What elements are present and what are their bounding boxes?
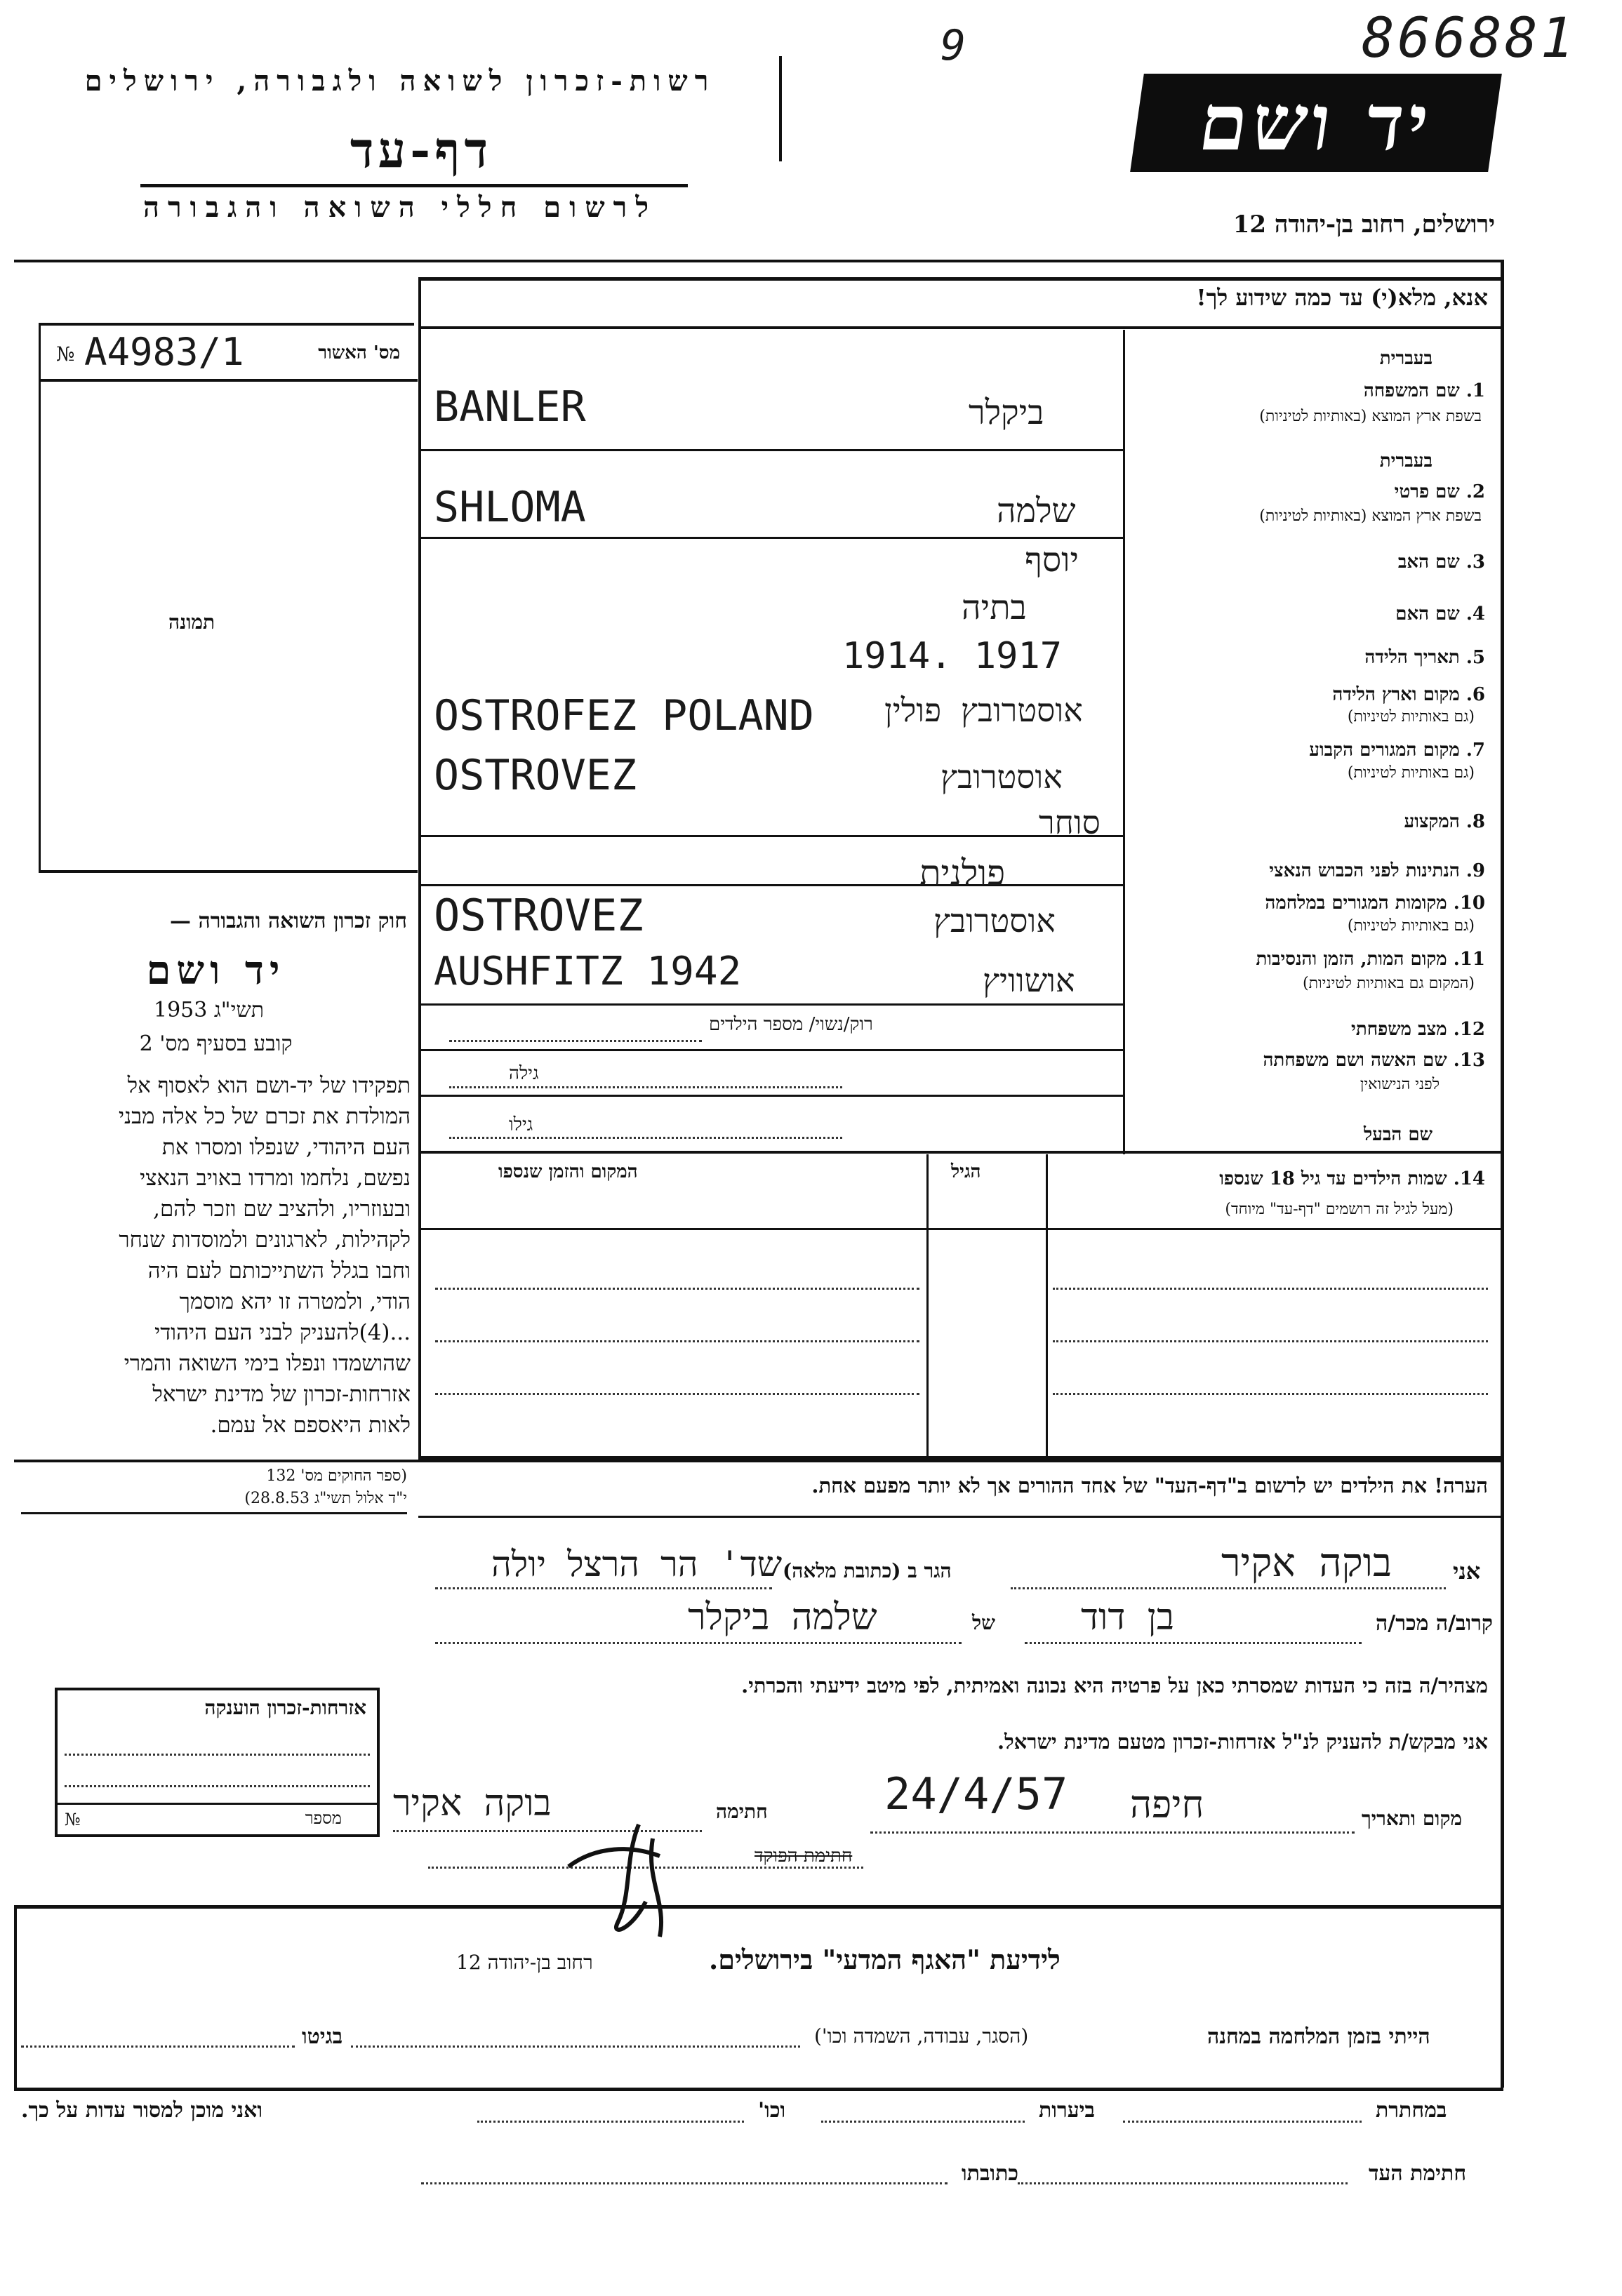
field-4-label: 4. שם האם: [1395, 603, 1485, 625]
field-13-label: 13. שם האשה ושם משפחתה: [1263, 1050, 1485, 1071]
field-9-hebrew: פולנית: [919, 853, 1006, 893]
place-date-label: מקום ותאריך: [1362, 1807, 1463, 1830]
approval-number-value: A4983/1: [84, 330, 244, 374]
law-text: [21, 1070, 411, 1441]
footer-witness-signature-label: חתימת העד: [1369, 2161, 1467, 2186]
decl-name: בוקה אקיר: [1221, 1540, 1392, 1586]
field-9-label: 9. הנתינות לפני הכבוש הנאצי: [1269, 860, 1485, 881]
form-title: דף-עד: [350, 121, 493, 179]
field-1-latin: BANLER: [434, 382, 586, 432]
decl-relation: בן דוד: [1081, 1596, 1174, 1638]
field-2-section: בעברית: [1379, 450, 1432, 472]
field-7-hebrew: אוסטרובץ: [940, 758, 1063, 796]
footer-camp-label: הייתי בזמן המלחמה במחנה: [1207, 2024, 1430, 2049]
field-8-hebrew: סוחר: [1039, 803, 1101, 841]
field-7-latin: OSTROVEZ: [434, 751, 637, 800]
citizenship-title: אזרחות-זכרון הוענקה: [204, 1696, 366, 1719]
field-8-label: 8. המקצוע: [1404, 811, 1485, 832]
law-ref-1: (ספר החוקים מס' 132: [266, 1467, 407, 1485]
husband-age-label: גילו: [509, 1114, 533, 1135]
law-line: ...(4)להעניק לבני העם היהודי: [154, 1320, 411, 1345]
page-mark: 9: [940, 21, 966, 70]
law-line: נפשם, נלחמו ומרדו באויב הנאצי: [140, 1166, 411, 1191]
children-sub: (מעל לגיל זה רושמים "דף-עד" מיוחד): [1225, 1201, 1454, 1218]
signature-value: בוקה אקיר: [393, 1782, 552, 1824]
citizenship-box: [55, 1688, 380, 1837]
form-subtitle: לרשום חללי השואה והגבורה: [142, 191, 658, 224]
children-col-age: הגיל: [951, 1161, 981, 1182]
field-6-label: 6. מקום וארץ הלידה: [1332, 684, 1485, 705]
law-line: המולדת את זכרם של כל אלה מבני: [118, 1104, 411, 1129]
law-line: לאות היאספם אל עמם.: [210, 1413, 411, 1438]
decl-request: אני מבקש/ת להעניק לנ"ל אזרחות-זכרון מטעם מדינת ישראל.: [997, 1730, 1488, 1754]
yad-vashem-logo: [1130, 74, 1502, 172]
field-11-label: 11. מקום המות, הזמן והנסיבות: [1256, 949, 1485, 970]
husband-name-label: שם הבעל: [1363, 1124, 1432, 1145]
note: הערה! את הילדים יש לרשום ב"דף-העד" של אחד ההורים אך לא יותר מפעם אחת.: [811, 1474, 1488, 1497]
footer-etc-label: וכו': [758, 2098, 786, 2123]
footer-camp-types: (הסגר, עבודה, השמדה וכו'): [814, 2024, 1029, 2048]
footer-underground-label: במחתרת: [1376, 2098, 1447, 2123]
citizenship-no-mark: №: [65, 1810, 81, 1829]
field-2-sub: בשפת ארץ המוצא (באותיות לטיניות): [1259, 507, 1482, 525]
field-11-sub: (המקום גם באותיות לטיניות): [1303, 975, 1475, 992]
decl-address: שד' הר הרצל יולה: [491, 1544, 783, 1584]
signature-label: חתימה: [716, 1800, 768, 1823]
authority-name: רשות-זכרון לשואה ולגבורה, ירושלים: [84, 65, 716, 98]
law-line: שהושמדו ונפלו בימי השואה והמרי: [124, 1351, 411, 1376]
field-1-hebrew: ביקלר: [969, 393, 1044, 432]
field-6-latin: OSTROFEZ POLAND: [434, 691, 814, 740]
footer-forests-label: ביערות: [1039, 2098, 1096, 2123]
decl-statement: מצהיר/ה בזה כי העדות שמסרתי כאן על פרטיה היא נכונה ואמיתית, לפי מיטב ידיעתי והכרתי.: [741, 1674, 1488, 1697]
field-2-latin: SHLOMA: [434, 483, 586, 532]
logo-text: יד ושם: [1193, 77, 1439, 168]
law-ref-2: י"ד אלול תשי"ג 28.8.53): [244, 1490, 407, 1507]
field-12-label: 12. מצב משפחתי: [1351, 1019, 1485, 1040]
field-3-hebrew: יוסף: [1025, 540, 1079, 580]
approval-no-mark: №: [56, 342, 75, 366]
approval-number: [56, 330, 407, 372]
field-5-label: 5. תאריך הלידה: [1364, 647, 1485, 668]
field-1-sub: בשפת ארץ המוצא (באותיות לטיניות): [1259, 408, 1482, 425]
law-line: לקהילות, לארגונים ולמוסדות שנחר: [119, 1227, 411, 1253]
law-year: [25, 998, 407, 1022]
field-10-label: 10. מקומות המגורים במלחמה: [1265, 893, 1485, 914]
citizenship-number-label: מספר: [305, 1808, 342, 1828]
footer-title: לידיעת "האגף המדעי" בירושלים.: [709, 1944, 1061, 1975]
field-2-hebrew: שלמה: [997, 491, 1076, 530]
field-7-label: 7. מקום המגורים הקבוע: [1309, 740, 1485, 761]
children-label: 14. שמות הילדים עד גיל 18 שנספו: [1219, 1168, 1485, 1189]
field-11-hebrew: אושוויץ: [983, 961, 1075, 999]
law-line: תפקידו של יד-ושם הוא לאסוף אל: [127, 1073, 411, 1098]
official-signature-label: חתימת הפוקד: [755, 1846, 853, 1867]
file-number: 866881: [1362, 7, 1576, 70]
place-value: חיפה: [1130, 1782, 1204, 1827]
date-value: 24/4/57: [884, 1768, 1068, 1820]
field-7-sub: (גם באותיות לטיניות): [1347, 764, 1475, 782]
law-line: הודי, ולמטרה זו יהא מוסמך: [179, 1289, 411, 1314]
field-1-section: בעברית: [1379, 348, 1432, 369]
law-line: אזרחות-זכרון של מדינת ישראל: [152, 1382, 411, 1407]
law-line: ובעוזריו, ולהציב שם וזכר להם,: [153, 1196, 411, 1222]
law-line: וחבו בגלל השתייכותם לעם היה: [147, 1258, 411, 1283]
field-13-sub: לפני הנישואין: [1360, 1076, 1440, 1093]
field-10-latin: OSTROVEZ: [434, 890, 644, 941]
footer-witness-address-label: כתובתו: [962, 2161, 1019, 2186]
marital-options: רוק/נשוי/ מספר הילדים: [709, 1014, 873, 1035]
approval-label: מס' האשור: [318, 342, 400, 363]
field-2-label: 2. שם פרטי: [1394, 481, 1485, 502]
law-year-number: 1953: [153, 998, 208, 1022]
law-year-hebrew: תשי"ג: [213, 998, 264, 1022]
footer-ghetto-label: בגיטו: [302, 2024, 343, 2049]
decl-relative-label: קרוב/ה מכר/ה: [1376, 1611, 1493, 1636]
field-3-label: 3. שם האב: [1397, 552, 1485, 573]
official-signature-scribble: [554, 1817, 716, 1944]
instruction: אנא, מלא(י) עד כמה שידוע לך!: [1196, 284, 1488, 311]
wife-age-label: גילה: [509, 1063, 539, 1084]
decl-address-label: הגר ב (כתובת מלאה): [783, 1559, 952, 1582]
photo-label: תמונה: [168, 610, 215, 634]
field-10-hebrew: אוסטרובץ: [933, 902, 1056, 940]
law-line: העם היהודי, שנפלו ומסרו את: [161, 1135, 411, 1160]
decl-of-label: של: [972, 1611, 995, 1634]
footer-testify: ואני מוכן למסור עדות על כך.: [21, 2098, 263, 2123]
field-6-sub: (גם באותיות לטיניות): [1347, 708, 1475, 726]
law-title: חוק זכרון השואה והגבורה —: [170, 909, 407, 933]
field-6-hebrew: אוסטרובץ פולין: [884, 691, 1083, 729]
field-1-label: 1. שם המשפחה: [1363, 380, 1485, 401]
law-clause: קובע בסעיף מס' 2: [139, 1032, 293, 1056]
children-col-place: המקום והזמן שנספו: [498, 1161, 638, 1182]
footer-address: רחוב בן-יהודה 12: [456, 1951, 593, 1974]
field-11-latin: AUSHFITZ 1942: [434, 949, 742, 994]
decl-of-person: שלמה ביקלר: [688, 1596, 877, 1638]
decl-ani: אני: [1453, 1558, 1481, 1584]
field-4-hebrew: בתיה: [962, 588, 1027, 627]
field-5-value: 1914. 1917: [842, 635, 1063, 677]
field-10-sub: (גם באותיות לטיניות): [1347, 917, 1475, 935]
address: ירושלים, רחוב בן-יהודה 12: [1232, 211, 1495, 239]
law-name: יד ושם: [146, 947, 286, 994]
